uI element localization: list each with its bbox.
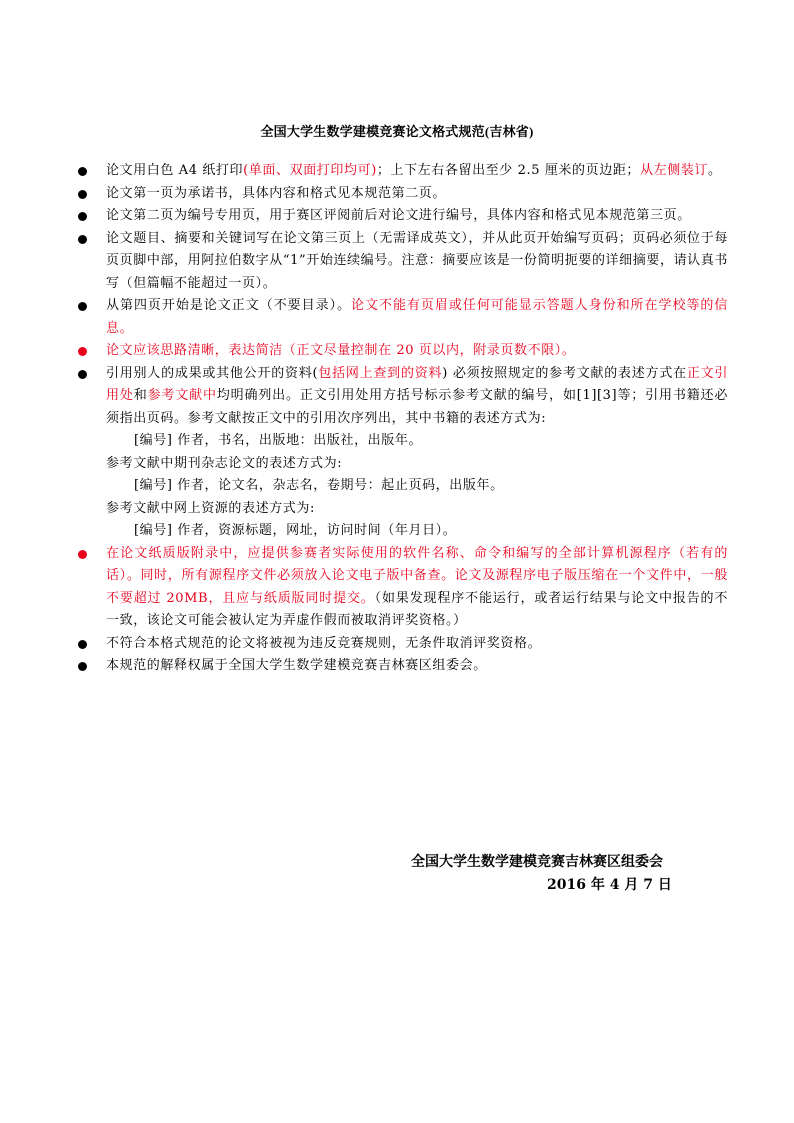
- rule-item-4: 论文题目、摘要和关键词写在论文第三页上（无需译成英文），并从此页开始编写页码；页码必须位于每页页脚中部，用阿拉伯数字从“1”开始连续编号。注意：摘要应该是一份简明扼要的详细摘要，请认真书写（但篇幅不能超过一页）。: [78, 228, 728, 296]
- rule-item-9: 不符合本格式规范的论文将被视为违反竞赛规则，无条件取消评奖资格。: [78, 633, 728, 656]
- bullet-icon: [78, 640, 87, 649]
- bullet-icon: [78, 190, 87, 199]
- reference-format-web: [编号] 作者，资源标题，网址，访问时间（年月日）。: [134, 523, 457, 538]
- reference-web-intro: 参考文献中网上资源的表述方式为:: [106, 500, 315, 516]
- bullet-icon: [78, 167, 87, 176]
- bullet-icon: [78, 370, 87, 379]
- rule-item-2: 论文第一页为承诺书，具体内容和格式见本规范第二页。: [78, 183, 728, 206]
- bullet-icon: [78, 235, 87, 244]
- bullet-icon: [78, 347, 87, 356]
- rule-item-3: 论文第二页为编号专用页，用于赛区评阅前后对论文进行编号，具体内容和格式见本规范第三页。: [78, 205, 728, 228]
- footer-organization: 全国大学生数学建模竞赛吉林赛区组委会: [411, 854, 663, 870]
- rule-item-7: 引用别人的成果或其他公开的资料(包括网上查到的资料) 必须按照规定的参考文献的表述方式在正文引用处和参考文献中均明确列出。正文引用处用方括号标示参考文献的编号，如[1][3]等；引用书籍还必须指出页码。参考文献按正文中的引用次序列出，其中书籍的表述方式为: [编号] 作者，书名，出版地：出版社，出版年。 参考文献中期刊杂志论文的表述方式为: [编号] 作者，论文名，杂志名，卷期号：起止页码，出版年。 参考文献中网上资源的表述方式为: [编号] 作者，资源标题，网址，访问时间（年月日）。: [78, 363, 728, 543]
- reference-format-journal: [编号] 作者，论文名，杂志名，卷期号：起止页码，出版年。: [134, 478, 504, 493]
- rule-item-10: 本规范的解释权属于全国大学生数学建模竞赛吉林赛区组委会。: [78, 655, 728, 678]
- rule-item-8: 在论文纸质版附录中，应提供参赛者实际使用的软件名称、命令和编写的全部计算机源程序（若有的话）。同时，所有源程序文件必须放入论文电子版中备查。论文及源程序电子版压缩在一个文件中，一般不要超过 20MB，且应与纸质版同时提交。（如果发现程序不能运行，或者运行结果与论文中报告的不一致，该论文可能会被认定为弄虚作假而被取消评奖资格。）: [78, 543, 728, 633]
- footer-date: 2016 年 4 月 7 日: [547, 877, 672, 893]
- rule-item-5: 从第四页开始是论文正文（不要目录）。论文不能有页眉或任何可能显示答题人身份和所在学校等的信息。: [78, 295, 728, 340]
- bullet-icon: [78, 550, 87, 559]
- rules-list: [78, 160, 728, 678]
- reference-journal-intro: 参考文献中期刊杂志论文的表述方式为:: [106, 455, 343, 471]
- bullet-icon: [78, 302, 87, 311]
- bullet-icon: [78, 662, 87, 671]
- rule-item-6: 论文应该思路清晰，表达简洁（正文尽量控制在 20 页以内，附录页数不限）。: [78, 340, 728, 363]
- rule-item-1: 论文用白色 A4 纸打印(单面、双面打印均可)；上下左右各留出至少 2.5 厘米的页边距；从左侧装订。: [78, 160, 728, 183]
- reference-format-book: [编号] 作者，书名，出版地：出版社，出版年。: [134, 433, 423, 448]
- bullet-icon: [78, 212, 87, 221]
- document-title: 全国大学生数学建模竞赛论文格式规范(吉林省): [260, 124, 534, 139]
